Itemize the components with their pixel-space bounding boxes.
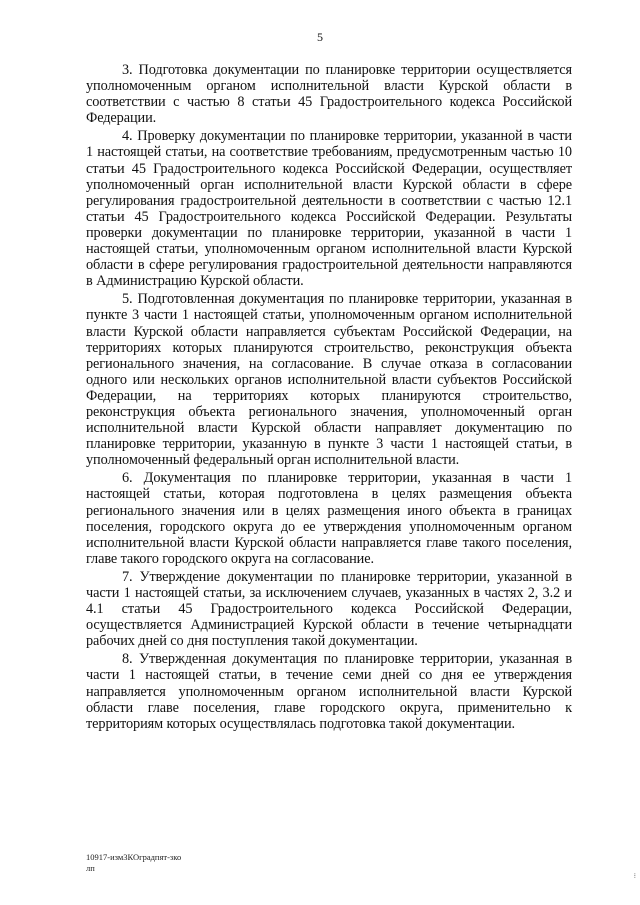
- paragraph-5: 5. Подготовленная документация по планировке территории, указанная в пункте 3 части 1 настоящей статьи, уполномоченным органом исполнительной власти Курской области направляется субъектам Российской Федерации, на территориях которых планируются строительство, реконструкция объекта регионального значения, на согласование. В случае отказа в согласовании одного или нескольких органов исполнительной власти субъектов Российской Федерации, на территориях которых планируются строительство, реконструкция объекта регионального значения, уполномоченный орган исполнительной власти Курской области направляет документацию по планировке территории, указанную в пункте 3 части 1 настоящей статьи, в уполномоченный федеральный орган исполнительной власти.: [86, 291, 572, 469]
- paragraph-3: 3. Подготовка документации по планировке территории осуществляется уполномоченным органом исполнительной власти Курской области в соответствии с частью 8 статьи 45 Градостроительного кодекса Российской Федерации.: [86, 62, 572, 127]
- document-body: [86, 62, 572, 734]
- scan-edge-mark: ⁝: [633, 872, 636, 880]
- paragraph-7: 7. Утверждение документации по планировке территории, указанной в части 1 настоящей статьи, за исключением случаев, указанных в частях 2, 3.2 и 4.1 статьи 45 Градостроительного кодекса Российской Федерации, осуществляется Администрацией Курской области в течение четырнадцати рабочих дней со дня поступления такой документации.: [86, 568, 572, 650]
- paragraph-8: 8. Утвержденная документация по планировке территории, указанная в части 1 настоящей статьи, в течение семи дней со дня ее утверждения направляется уполномоченным органом исполнительной власти Курской области главе поселения, главе городского округа, применительно к территориям которых осуществлялась подготовка такой документации.: [86, 651, 572, 732]
- page-number: 5: [317, 30, 323, 44]
- paragraph-4: 4. Проверку документации по планировке территории, указанной в части 1 настоящей статьи, на соответствие требованиям, предусмотренным частью 10 статьи 45 Градостроительного кодекса Российской Федерации, осуществляет уполномоченный орган исполнительной власти Курской области в сфере регулирования градостроительной деятельности в соответствии с частью 12.1 статьи 45 Градостроительного кодекса Российской Федерации. Результаты проверки документации по планировке территории, указанной в части 1 настоящей статьи, уполномоченным органом исполнительной власти Курской области в сфере регулирования градостроительной деятельности направляются в Администрацию Курской области.: [86, 128, 572, 290]
- footer-initials: лп: [86, 863, 95, 873]
- footer-file-code: 10917-изм3КОградпят-зко: [86, 852, 182, 862]
- document-footer: [86, 852, 181, 874]
- paragraph-6: 6. Документация по планировке территории, указанная в части 1 настоящей статьи, которая подготовлена в целях размещения объекта регионального значения или в целях размещения иного объекта в границах поселения, городского округа до ее утверждения уполномоченным органом исполнительной власти Курской области направляется главе такого поселения, главе такого городского округа на согласование.: [86, 470, 572, 567]
